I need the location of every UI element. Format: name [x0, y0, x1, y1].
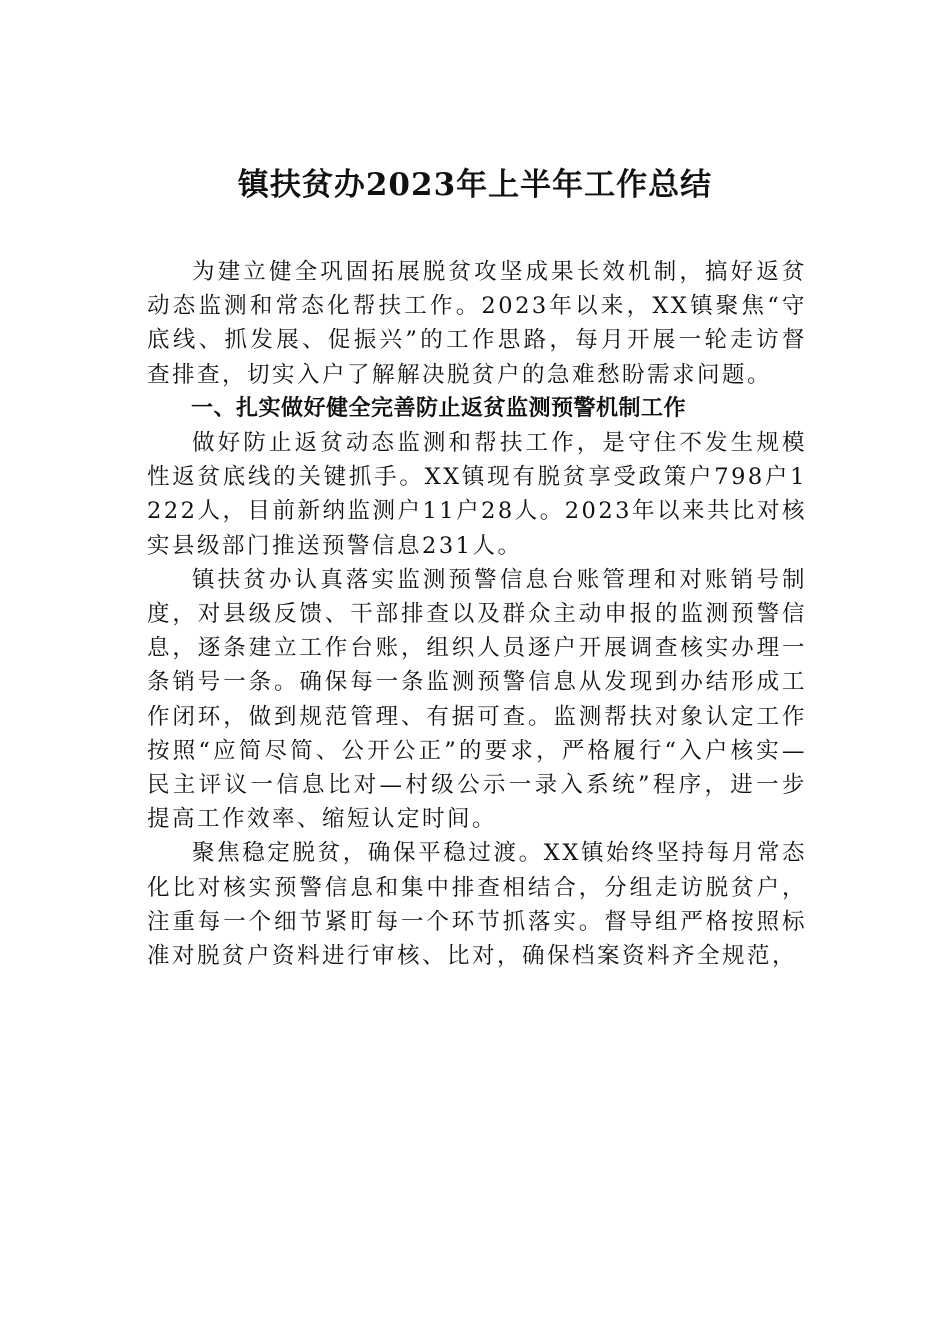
document-body [147, 255, 807, 973]
section-1-paragraph-1: 做好防止返贫动态监测和帮扶工作，是守住不发生规模性返贫底线的关键抓手。XX镇现有脱贫享受政策户798户1222人，目前新纳监测户11户28人。2023年以来共比对核实县级部门推送预警信息231人。 [147, 430, 807, 559]
intro-paragraph: 为建立健全巩固拓展脱贫攻坚成果长效机制，搞好返贫动态监测和常态化帮扶工作。2023年以来，XX镇聚焦“守底线、抓发展、促振兴”的工作思路，每月开展一轮走访督查排查，切实入户了解解决脱贫户的急难愁盼需求问题。 [147, 259, 807, 388]
section-1-paragraph-2: 镇扶贫办认真落实监测预警信息台账管理和对账销号制度，对县级反馈、干部排查以及群众主动申报的监测预警信息，逐条建立工作台账，组织人员逐户开展调查核实办理一条销号一条。确保每一条监测预警信息从发现到办结形成工作闭环，做到规范管理、有据可查。监测帮扶对象认定工作按照“应简尽简、公开公正”的要求，严格履行“入户核实—民主评议一信息比对—村级公示一录入系统”程序，进一步提高工作效率、缩短认定时间。 [147, 566, 807, 833]
section-heading-1: 一、扎实做好健全完善防止返贫监测预警机制工作 [191, 395, 687, 421]
section-1-paragraph-3: 聚焦稳定脱贫，确保平稳过渡。XX镇始终坚持每月常态化比对核实预警信息和集中排查相结合，分组走访脱贫户，注重每一个细节紧盯每一个环节抓落实。督导组严格按照标准对脱贫户资料进行审核、比对，确保档案资料齐全规范， [147, 840, 807, 970]
document-title: 镇扶贫办2023年上半年工作总结 [237, 167, 713, 203]
